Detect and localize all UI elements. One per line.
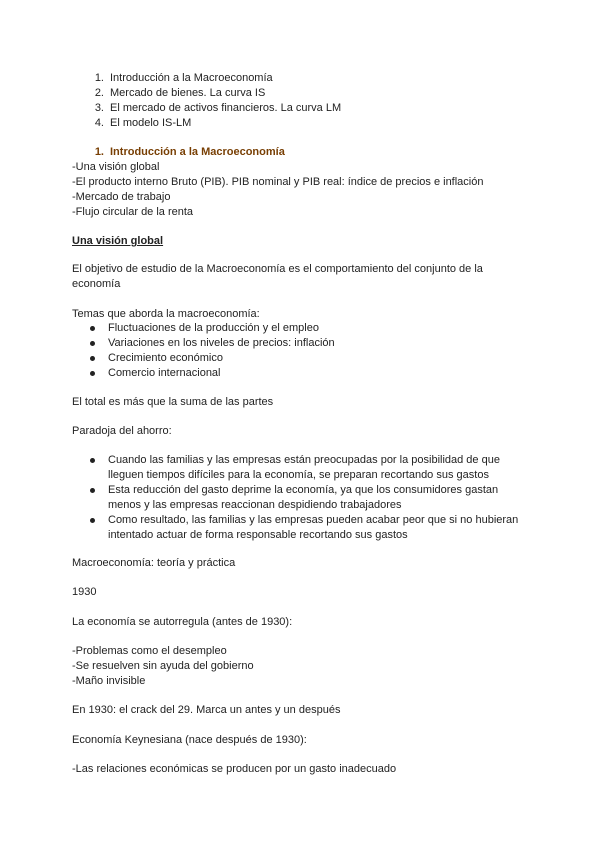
theory-line: Macroeconomía: teoría y práctica [72,557,236,569]
list-item [90,336,510,350]
subtopic-line: -Mercado de trabajo [72,191,171,203]
toc-item-1 [90,71,510,85]
toc-number: 1. [94,72,104,84]
list-item-text: Fluctuaciones de la producción y el empleo [108,322,319,334]
list-item-text: Cuando las familias y las empresas están preocupadas por la posibilidad de que lleguen tiempos difíciles para la economía, se preparan recortando sus gastos [108,454,500,481]
subtopic-line: -Flujo circular de la renta [72,206,194,218]
section-heading [90,145,510,159]
topics-intro: Temas que aborda la macroeconomía: [72,308,260,320]
list-item [90,366,510,380]
bullet-icon [90,341,95,346]
toc-label: El modelo IS-LM [110,117,192,129]
subtopic-line: -El producto interno Bruto (PIB). PIB nominal y PIB real: índice de precios e inflación [72,176,484,188]
bullet-icon [90,326,95,331]
section-number: 1. [94,146,104,158]
bullet-icon [90,371,95,376]
list-item-text: Crecimiento económico [108,352,223,364]
bullet-icon [90,518,95,523]
list-item [90,321,510,335]
selfreg-line: La economía se autorregula (antes de 1930): [72,616,293,628]
list-item [90,351,510,365]
toc-item-2 [90,86,510,100]
toc-number: 2. [94,87,104,99]
list-item-text: Comercio internacional [108,367,221,379]
toc-label: Introducción a la Macroeconomía [110,72,273,84]
toc-number: 3. [94,102,104,114]
selfreg-item: -Problemas como el desempleo [72,645,227,657]
list-item [90,483,520,513]
list-item-text: Variaciones en los niveles de precios: inflación [108,337,335,349]
bullet-icon [90,356,95,361]
toc-item-4 [90,116,510,130]
objective-paragraph: El objetivo de estudio de la Macroeconomía es el comportamiento del conjunto de la economía [72,263,483,290]
list-item [90,453,520,483]
list-item-text: Como resultado, las familias y las empresas pueden acabar peor que si no hubieran intentado actuar de forma responsable recortando sus gastos [108,514,519,541]
list-item-text: Esta reducción del gasto deprime la economía, ya que los consumidores gastan menos y las empresas reaccionan despidiendo trabajadores [108,484,499,511]
toc-item-3 [90,101,510,115]
keynes-line: Economía Keynesiana (nace después de 1930): [72,734,307,746]
year-line: 1930 [72,586,97,598]
keynes-item: -Las relaciones económicas se producen por un gasto inadecuado [72,763,397,775]
subsection-heading: Una visión global [72,235,164,247]
selfreg-item: -Maño invisible [72,675,146,687]
crack-line: En 1930: el crack del 29. Marca un antes y un después [72,704,341,716]
total-line: El total es más que la suma de las partes [72,396,274,408]
bullet-icon [90,458,95,463]
list-item [90,513,520,543]
selfreg-item: -Se resuelven sin ayuda del gobierno [72,660,254,672]
paradox-intro: Paradoja del ahorro: [72,425,172,437]
bullet-icon [90,488,95,493]
section-title: Introducción a la Macroeconomía [110,146,285,158]
toc-label: El mercado de activos financieros. La curva LM [110,102,342,114]
toc-label: Mercado de bienes. La curva IS [110,87,266,99]
toc-number: 4. [94,117,104,129]
subtopic-line: -Una visión global [72,161,160,173]
